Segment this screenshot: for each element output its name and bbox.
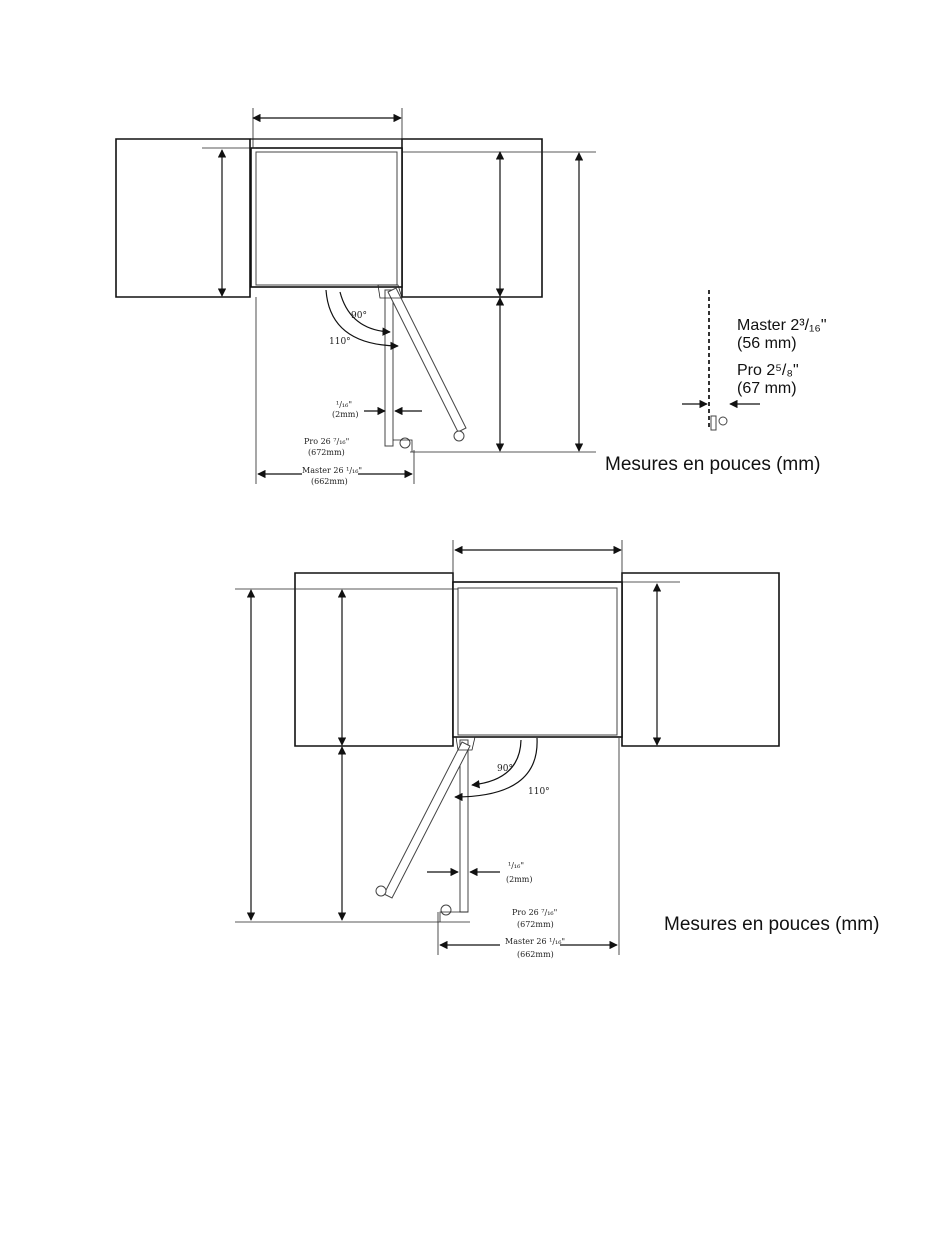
right-cabinet [622, 573, 779, 746]
pro-width-label: Pro 26 ⁷/₁₆" [304, 437, 350, 446]
door-handle-90 [441, 905, 451, 915]
units-caption: Mesures en pouces (mm) [605, 454, 821, 475]
master-width-label: Master 26 ¹/₁₆" [302, 466, 363, 475]
left-cabinet [116, 139, 250, 297]
door-handle-90 [400, 438, 410, 448]
inset-master-label: Master 2³/₁₆" [737, 317, 827, 334]
pro-width-label: Pro 26 ⁷/₁₆" [512, 908, 558, 917]
appliance-panel [256, 152, 397, 285]
left-cabinet [295, 573, 453, 746]
angle-90-label: 90° [497, 764, 513, 774]
gap-fraction-label: ¹/₁₆" [508, 861, 524, 870]
gap-mm-label: (2mm) [506, 875, 533, 884]
master-mm-label: (662mm) [517, 950, 554, 959]
door-handle-110 [376, 886, 386, 896]
master-width-label: Master 26 ¹/₁₆" [505, 937, 566, 946]
inset-handle [719, 417, 727, 425]
inset-pro-label: Pro 2⁵/₈" [737, 362, 799, 379]
right-cabinet [402, 139, 542, 297]
door-open-90 [385, 290, 393, 446]
master-mm-label: (662mm) [311, 477, 348, 486]
appliance-panel [458, 588, 617, 735]
angle-arc-90 [472, 740, 521, 785]
angle-110-label: 110° [329, 337, 351, 347]
angle-90-label: 90° [351, 311, 367, 321]
inset-pro-mm: (67 mm) [737, 380, 797, 397]
door-open-90 [460, 740, 468, 912]
door-handle-110 [454, 431, 464, 441]
inset-master-mm: (56 mm) [737, 335, 797, 352]
diagram-left-hinge [235, 540, 879, 959]
door-open-110 [384, 742, 470, 898]
gap-fraction-label: ¹/₁₆" [336, 400, 352, 409]
inset-door [711, 416, 716, 430]
hinge-clearance-inset [682, 290, 827, 430]
pro-mm-label: (672mm) [517, 920, 554, 929]
units-caption: Mesures en pouces (mm) [664, 914, 880, 935]
pro-mm-label: (672mm) [308, 448, 345, 457]
gap-mm-label: (2mm) [332, 410, 359, 419]
angle-110-label: 110° [528, 787, 550, 797]
